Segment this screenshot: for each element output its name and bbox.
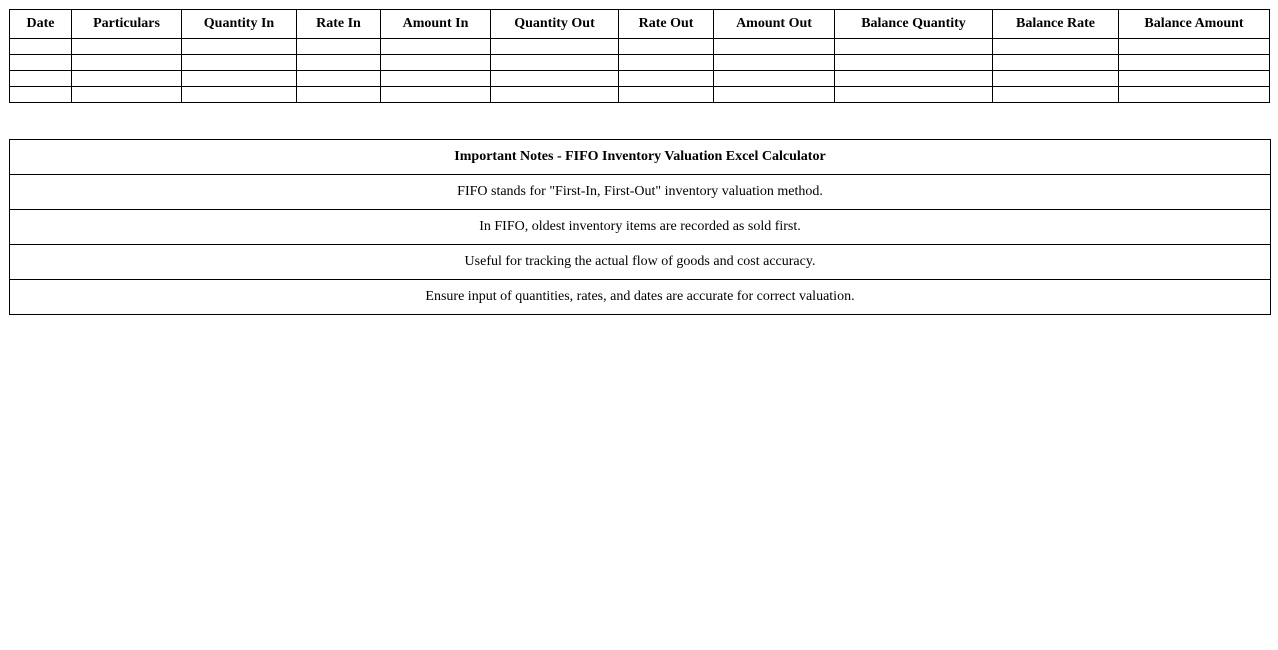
note-text: In FIFO, oldest inventory items are recorded as sold first.: [10, 210, 1271, 245]
cell-particulars[interactable]: [72, 87, 182, 103]
cell-balance-rate[interactable]: [993, 71, 1119, 87]
cell-balance-quantity[interactable]: [835, 55, 993, 71]
column-header-rate-out: Rate Out: [619, 10, 714, 39]
notes-title: Important Notes - FIFO Inventory Valuation Excel Calculator: [10, 140, 1271, 175]
table-row: [10, 55, 1270, 71]
cell-rate-out[interactable]: [619, 71, 714, 87]
cell-balance-amount[interactable]: [1119, 55, 1270, 71]
cell-balance-quantity[interactable]: [835, 87, 993, 103]
cell-balance-quantity[interactable]: [835, 39, 993, 55]
column-header-balance-quantity: Balance Quantity: [835, 10, 993, 39]
note-text: FIFO stands for "First-In, First-Out" inventory valuation method.: [10, 175, 1271, 210]
cell-quantity-in[interactable]: [182, 71, 297, 87]
cell-quantity-out[interactable]: [491, 39, 619, 55]
inventory-ledger-table-container: [9, 9, 1269, 103]
cell-particulars[interactable]: [72, 39, 182, 55]
cell-rate-out[interactable]: [619, 87, 714, 103]
cell-amount-in[interactable]: [381, 55, 491, 71]
column-header-amount-in: Amount In: [381, 10, 491, 39]
cell-date[interactable]: [10, 55, 72, 71]
note-text: Useful for tracking the actual flow of goods and cost accuracy.: [10, 245, 1271, 280]
column-header-balance-rate: Balance Rate: [993, 10, 1119, 39]
cell-amount-in[interactable]: [381, 87, 491, 103]
list-item: [10, 245, 1271, 280]
cell-amount-in[interactable]: [381, 71, 491, 87]
cell-balance-amount[interactable]: [1119, 71, 1270, 87]
cell-amount-out[interactable]: [714, 71, 835, 87]
column-header-quantity-in: Quantity In: [182, 10, 297, 39]
cell-particulars[interactable]: [72, 55, 182, 71]
cell-date[interactable]: [10, 87, 72, 103]
cell-quantity-in[interactable]: [182, 39, 297, 55]
inventory-ledger-table: [9, 9, 1270, 103]
cell-balance-quantity[interactable]: [835, 71, 993, 87]
column-header-amount-out: Amount Out: [714, 10, 835, 39]
cell-date[interactable]: [10, 39, 72, 55]
cell-balance-rate[interactable]: [993, 39, 1119, 55]
important-notes-table: [9, 139, 1271, 315]
column-header-balance-amount: Balance Amount: [1119, 10, 1270, 39]
notes-header-row: [10, 140, 1271, 175]
cell-amount-out[interactable]: [714, 39, 835, 55]
cell-rate-in[interactable]: [297, 71, 381, 87]
cell-amount-out[interactable]: [714, 55, 835, 71]
cell-particulars[interactable]: [72, 71, 182, 87]
cell-balance-rate[interactable]: [993, 55, 1119, 71]
cell-quantity-out[interactable]: [491, 55, 619, 71]
cell-rate-in[interactable]: [297, 55, 381, 71]
note-text: Ensure input of quantities, rates, and dates are accurate for correct valuation.: [10, 280, 1271, 315]
list-item: [10, 210, 1271, 245]
cell-rate-in[interactable]: [297, 87, 381, 103]
column-header-quantity-out: Quantity Out: [491, 10, 619, 39]
list-item: [10, 175, 1271, 210]
list-item: [10, 280, 1271, 315]
cell-rate-out[interactable]: [619, 39, 714, 55]
cell-quantity-in[interactable]: [182, 87, 297, 103]
cell-quantity-out[interactable]: [491, 87, 619, 103]
cell-amount-out[interactable]: [714, 87, 835, 103]
table-row: [10, 87, 1270, 103]
column-header-rate-in: Rate In: [297, 10, 381, 39]
cell-balance-amount[interactable]: [1119, 87, 1270, 103]
cell-rate-in[interactable]: [297, 39, 381, 55]
cell-balance-rate[interactable]: [993, 87, 1119, 103]
cell-rate-out[interactable]: [619, 55, 714, 71]
cell-quantity-out[interactable]: [491, 71, 619, 87]
important-notes-container: [9, 139, 1271, 315]
cell-amount-in[interactable]: [381, 39, 491, 55]
cell-balance-amount[interactable]: [1119, 39, 1270, 55]
table-row: [10, 39, 1270, 55]
column-header-particulars: Particulars: [72, 10, 182, 39]
cell-date[interactable]: [10, 71, 72, 87]
column-header-date: Date: [10, 10, 72, 39]
table-header-row: [10, 10, 1270, 39]
table-row: [10, 71, 1270, 87]
cell-quantity-in[interactable]: [182, 55, 297, 71]
